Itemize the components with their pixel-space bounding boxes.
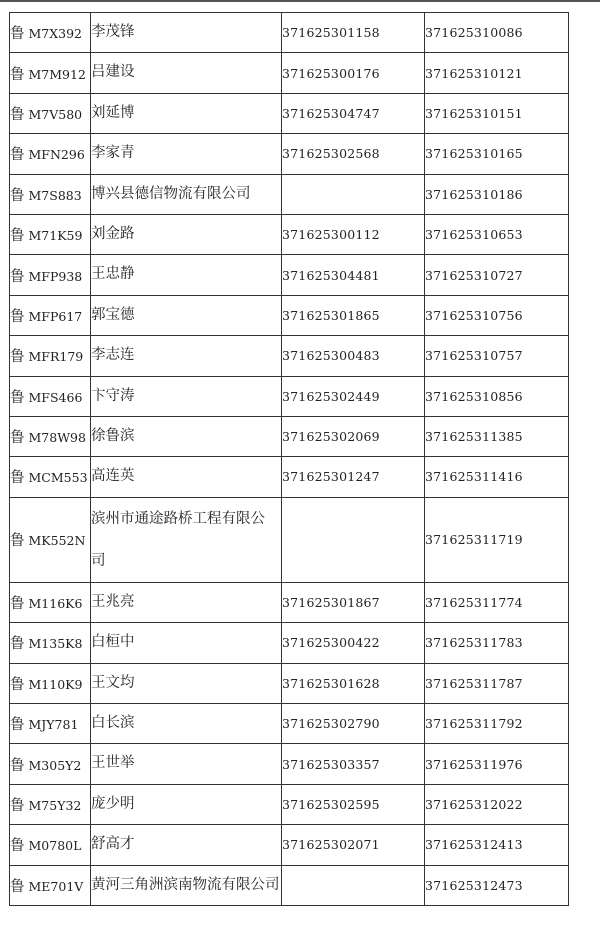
plate-cell xyxy=(10,295,91,335)
plate-number: M7V580 xyxy=(28,106,83,122)
plate-cell xyxy=(10,623,91,663)
owner-name: 卞守涛 xyxy=(91,376,282,416)
owner-name: 李家青 xyxy=(91,134,282,174)
id-number-2: 371625310856 xyxy=(425,376,569,416)
owner-name: 滨州市通途路桥工程有限公司 xyxy=(91,497,282,582)
owner-name: 黄河三角洲滨南物流有限公司 xyxy=(91,865,282,905)
province-char: 鲁 xyxy=(10,636,25,653)
plate-cell xyxy=(10,457,91,497)
id-number-2: 371625311976 xyxy=(425,744,569,784)
plate-cell xyxy=(10,663,91,703)
plate-number: M71K59 xyxy=(28,228,83,244)
owner-name: 郭宝德 xyxy=(91,295,282,335)
id-number-1: 371625304747 xyxy=(282,93,425,133)
id-number-2: 371625310121 xyxy=(425,53,569,93)
table-row xyxy=(10,497,569,582)
plate-cell xyxy=(10,93,91,133)
province-char: 鲁 xyxy=(10,717,25,734)
plate-cell xyxy=(10,174,91,214)
id-number-2: 371625310165 xyxy=(425,134,569,174)
id-number-1 xyxy=(282,865,425,905)
plate-number: M0780L xyxy=(28,838,82,854)
id-number-2: 371625310186 xyxy=(425,174,569,214)
id-number-1: 371625302071 xyxy=(282,825,425,865)
province-char: 鲁 xyxy=(10,187,25,204)
province-char: 鲁 xyxy=(10,838,25,855)
plate-number: MFR179 xyxy=(28,349,84,365)
plate-number: M75Y32 xyxy=(28,797,82,813)
province-char: 鲁 xyxy=(10,757,25,774)
plate-cell xyxy=(10,416,91,456)
owner-name: 王兆亮 xyxy=(91,582,282,622)
id-number-2: 371625312473 xyxy=(425,865,569,905)
plate-cell xyxy=(10,582,91,622)
province-char: 鲁 xyxy=(10,470,25,487)
plate-number: M7S883 xyxy=(28,187,82,203)
owner-name: 王世举 xyxy=(91,744,282,784)
plate-number: MFN296 xyxy=(28,147,85,163)
plate-number: M78W98 xyxy=(28,430,86,446)
id-number-2: 371625310757 xyxy=(425,336,569,376)
table-row xyxy=(10,744,569,784)
table-row xyxy=(10,865,569,905)
id-number-1: 371625303357 xyxy=(282,744,425,784)
id-number-1: 371625302790 xyxy=(282,703,425,743)
province-char: 鲁 xyxy=(10,878,25,895)
plate-cell xyxy=(10,53,91,93)
plate-cell xyxy=(10,865,91,905)
province-char: 鲁 xyxy=(10,308,25,325)
table-row xyxy=(10,53,569,93)
top-border-line xyxy=(0,0,600,2)
table-row xyxy=(10,336,569,376)
table-row xyxy=(10,825,569,865)
province-char: 鲁 xyxy=(10,349,25,366)
id-number-1: 371625302449 xyxy=(282,376,425,416)
plate-cell xyxy=(10,376,91,416)
plate-cell xyxy=(10,255,91,295)
table-row xyxy=(10,174,569,214)
owner-name: 舒高才 xyxy=(91,825,282,865)
province-char: 鲁 xyxy=(10,797,25,814)
id-number-1: 371625301158 xyxy=(282,13,425,53)
table-row xyxy=(10,416,569,456)
plate-number: ME701V xyxy=(28,878,84,894)
plate-number: M305Y2 xyxy=(28,757,82,773)
id-number-1: 371625301865 xyxy=(282,295,425,335)
plate-cell xyxy=(10,134,91,174)
id-number-2: 371625310151 xyxy=(425,93,569,133)
id-number-2: 371625311719 xyxy=(425,497,569,582)
table-row xyxy=(10,784,569,824)
plate-number: M116K6 xyxy=(28,595,83,611)
table-row xyxy=(10,376,569,416)
id-number-1: 371625301628 xyxy=(282,663,425,703)
table-row xyxy=(10,214,569,254)
owner-name: 庞少明 xyxy=(91,784,282,824)
id-number-1: 371625302069 xyxy=(282,416,425,456)
province-char: 鲁 xyxy=(10,595,25,612)
owner-name: 李茂锋 xyxy=(91,13,282,53)
owner-name: 刘金路 xyxy=(91,214,282,254)
province-char: 鲁 xyxy=(10,228,25,245)
table-row xyxy=(10,295,569,335)
table-row xyxy=(10,703,569,743)
province-char: 鲁 xyxy=(10,389,25,406)
table-row xyxy=(10,255,569,295)
plate-cell xyxy=(10,336,91,376)
plate-cell xyxy=(10,214,91,254)
id-number-1 xyxy=(282,174,425,214)
id-number-2: 371625312413 xyxy=(425,825,569,865)
table-row xyxy=(10,93,569,133)
table-row xyxy=(10,457,569,497)
plate-cell xyxy=(10,784,91,824)
id-number-2: 371625310653 xyxy=(425,214,569,254)
owner-name: 李志连 xyxy=(91,336,282,376)
id-number-1: 371625301867 xyxy=(282,582,425,622)
plate-number: M110K9 xyxy=(28,676,83,692)
id-number-2: 371625311774 xyxy=(425,582,569,622)
id-number-2: 371625312022 xyxy=(425,784,569,824)
owner-name: 吕建设 xyxy=(91,53,282,93)
table-row xyxy=(10,134,569,174)
id-number-2: 371625310727 xyxy=(425,255,569,295)
province-char: 鲁 xyxy=(10,676,25,693)
owner-name: 白长滨 xyxy=(91,703,282,743)
plate-number: M135K8 xyxy=(28,636,83,652)
id-number-1: 371625300112 xyxy=(282,214,425,254)
id-number-2: 371625311416 xyxy=(425,457,569,497)
plate-number: MFS466 xyxy=(28,389,83,405)
id-number-1: 371625301247 xyxy=(282,457,425,497)
table-row xyxy=(10,582,569,622)
owner-name: 博兴县德信物流有限公司 xyxy=(91,174,282,214)
owner-name: 高连英 xyxy=(91,457,282,497)
id-number-2: 371625311787 xyxy=(425,663,569,703)
owner-name: 徐鲁滨 xyxy=(91,416,282,456)
id-number-1: 371625304481 xyxy=(282,255,425,295)
plate-number: M7M912 xyxy=(28,66,86,82)
plate-cell xyxy=(10,825,91,865)
id-number-1: 371625300176 xyxy=(282,53,425,93)
province-char: 鲁 xyxy=(10,533,25,550)
owner-name: 王文均 xyxy=(91,663,282,703)
plate-number: MJY781 xyxy=(28,717,79,733)
owner-name: 王忠静 xyxy=(91,255,282,295)
id-number-1 xyxy=(282,497,425,582)
id-number-2: 371625311385 xyxy=(425,416,569,456)
plate-cell xyxy=(10,13,91,53)
vehicle-registry-table xyxy=(9,12,569,906)
id-number-2: 371625311792 xyxy=(425,703,569,743)
table-row xyxy=(10,13,569,53)
province-char: 鲁 xyxy=(10,66,25,83)
province-char: 鲁 xyxy=(10,106,25,123)
table-row xyxy=(10,663,569,703)
plate-number: M7X392 xyxy=(28,26,83,42)
plate-cell xyxy=(10,703,91,743)
table-row xyxy=(10,623,569,663)
id-number-2: 371625310756 xyxy=(425,295,569,335)
owner-name: 白桓中 xyxy=(91,623,282,663)
plate-number: MFP617 xyxy=(28,308,83,324)
id-number-1: 371625300483 xyxy=(282,336,425,376)
plate-cell xyxy=(10,744,91,784)
province-char: 鲁 xyxy=(10,430,25,447)
owner-name: 刘延博 xyxy=(91,93,282,133)
id-number-2: 371625310086 xyxy=(425,13,569,53)
province-char: 鲁 xyxy=(10,147,25,164)
id-number-1: 371625302595 xyxy=(282,784,425,824)
id-number-2: 371625311783 xyxy=(425,623,569,663)
province-char: 鲁 xyxy=(10,26,25,43)
id-number-1: 371625300422 xyxy=(282,623,425,663)
plate-cell xyxy=(10,497,91,582)
plate-number: MCM553 xyxy=(28,470,88,486)
id-number-1: 371625302568 xyxy=(282,134,425,174)
province-char: 鲁 xyxy=(10,268,25,285)
plate-number: MFP938 xyxy=(28,268,83,284)
plate-number: MK552N xyxy=(28,533,86,549)
